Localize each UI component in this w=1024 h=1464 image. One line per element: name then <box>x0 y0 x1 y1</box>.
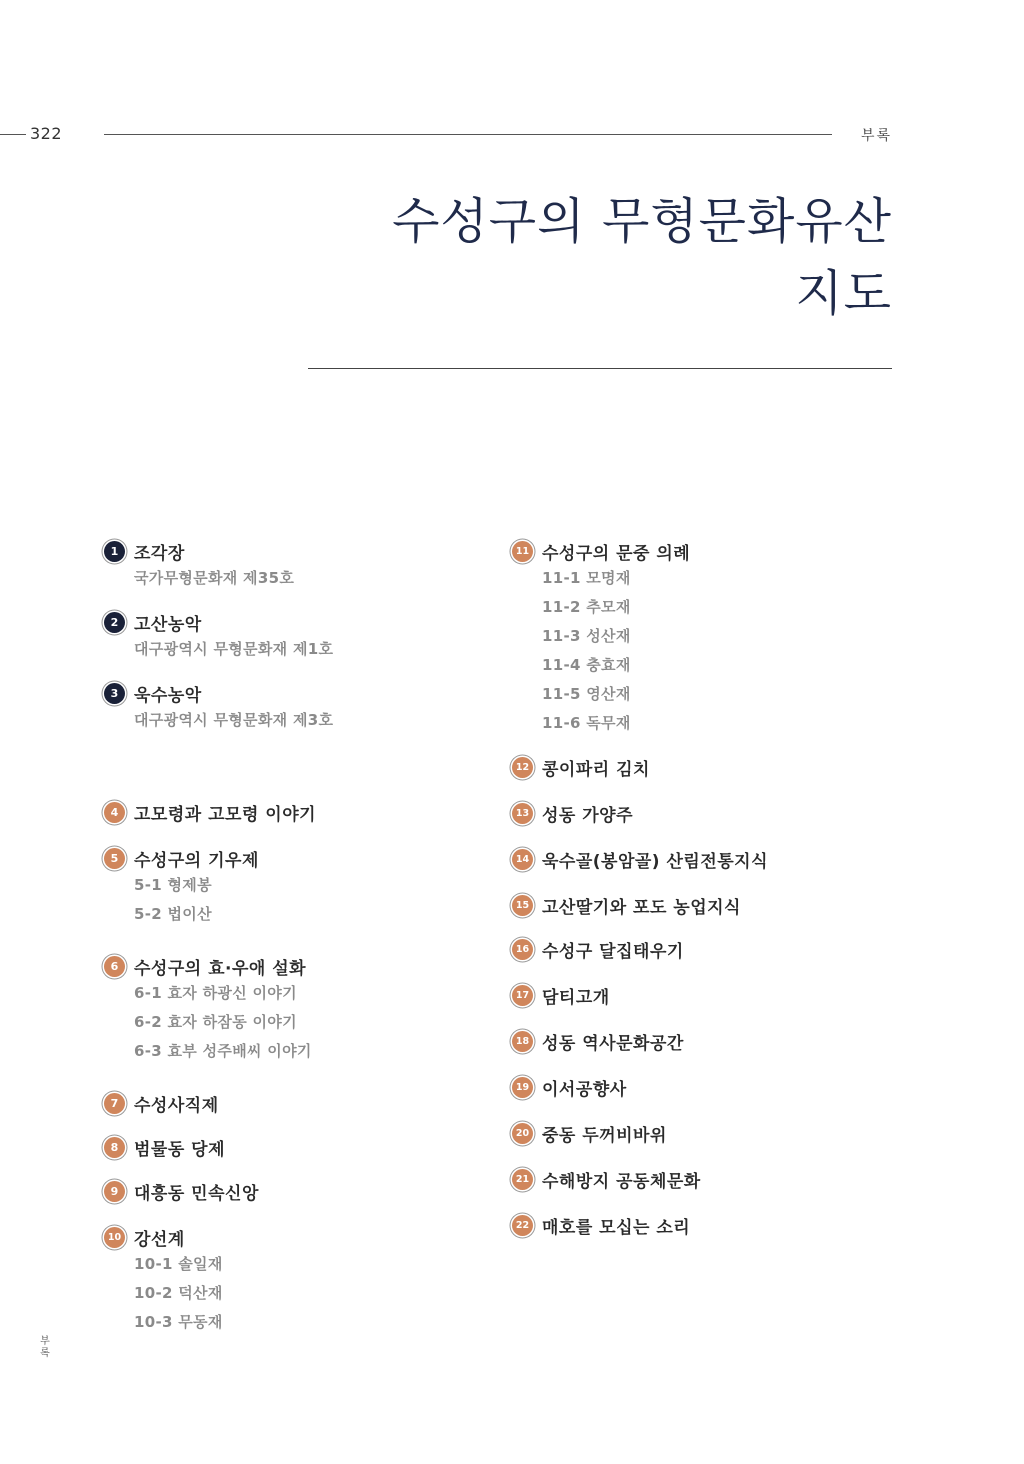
entry-heading <box>510 1028 910 1054</box>
entry-heading <box>510 892 910 918</box>
number-badge: 17 <box>512 985 533 1006</box>
sub-item: 5-2 법이산 <box>134 905 212 923</box>
entry-title: 수성사직제 <box>134 1095 219 1116</box>
entry-heading <box>510 1074 910 1100</box>
entry-title: 욱수골(봉암골) 산림전통지식 <box>542 851 769 872</box>
number-badge: 5 <box>104 848 125 869</box>
list-item <box>510 800 910 826</box>
sub-list <box>134 635 482 664</box>
entry-heading <box>510 982 910 1008</box>
number-badge: 14 <box>512 849 533 870</box>
list-item <box>102 1090 482 1116</box>
entry-title: 고산농악 <box>134 614 202 635</box>
entry-heading <box>102 680 482 706</box>
entry-heading <box>102 609 482 635</box>
side-tab-label: 부록 <box>40 1336 50 1359</box>
sub-list <box>542 564 910 738</box>
number-badge: 1 <box>104 541 125 562</box>
sub-list <box>134 979 482 1066</box>
sub-item: 10-3 무동재 <box>134 1313 223 1331</box>
entry-heading <box>510 538 910 564</box>
number-badge: 9 <box>104 1181 125 1202</box>
page-title-line-1: 수성구의 무형문화유산 <box>392 193 892 250</box>
sub-item: 10-2 덕산재 <box>134 1284 223 1302</box>
number-badge: 13 <box>512 803 533 824</box>
entry-title: 조각장 <box>134 543 185 564</box>
entry-title: 강선계 <box>134 1229 185 1250</box>
list-item <box>102 609 482 664</box>
number-badge: 10 <box>104 1227 125 1248</box>
number-badge: 15 <box>512 895 533 916</box>
header-rule-left <box>0 134 26 135</box>
number-badge: 7 <box>104 1093 125 1114</box>
list-item <box>510 754 910 780</box>
entry-title: 수성구의 문중 의례 <box>542 543 691 564</box>
sub-item: 대구광역시 무형문화재 제1호 <box>134 640 334 658</box>
entry-heading <box>102 1134 482 1160</box>
list-item <box>102 538 482 593</box>
number-badge: 3 <box>104 683 125 704</box>
entry-title: 수성구 달집태우기 <box>542 941 684 962</box>
sub-item: 10-1 솔일재 <box>134 1255 223 1273</box>
list-item <box>102 845 482 929</box>
entry-title: 고모령과 고모령 이야기 <box>134 804 317 825</box>
list-item <box>510 982 910 1008</box>
number-badge: 8 <box>104 1137 125 1158</box>
list-item <box>510 1212 910 1238</box>
list-item <box>102 680 482 735</box>
entry-title: 욱수농악 <box>134 685 202 706</box>
number-badge: 6 <box>104 956 125 977</box>
sub-list <box>134 871 482 929</box>
page-title <box>392 186 892 330</box>
list-item <box>510 1028 910 1054</box>
entry-title: 성동 가양주 <box>542 805 634 826</box>
sub-item: 11-5 영산재 <box>542 685 631 703</box>
number-badge: 2 <box>104 612 125 633</box>
list-item <box>510 538 910 738</box>
entry-title: 담티고개 <box>542 987 610 1008</box>
entry-heading <box>510 936 910 962</box>
entry-heading <box>102 953 482 979</box>
section-label: 부록 <box>860 128 892 144</box>
entry-title: 수성구의 기우제 <box>134 850 259 871</box>
entry-heading <box>102 1224 482 1250</box>
sub-item: 국가무형문화재 제35호 <box>134 569 295 587</box>
number-badge: 21 <box>512 1169 533 1190</box>
list-item <box>510 1120 910 1146</box>
sub-list <box>134 1250 482 1337</box>
entry-title: 고산딸기와 포도 농업지식 <box>542 897 741 918</box>
entry-heading <box>510 846 910 872</box>
list-item <box>102 1134 482 1160</box>
entry-title: 콩이파리 김치 <box>542 759 650 780</box>
left-column <box>102 538 482 1337</box>
number-badge: 20 <box>512 1123 533 1144</box>
entry-heading <box>102 799 482 825</box>
number-badge: 18 <box>512 1031 533 1052</box>
entry-title: 중동 두꺼비바위 <box>542 1125 667 1146</box>
header-rule <box>104 134 832 135</box>
list-item <box>102 953 482 1066</box>
entry-heading <box>102 845 482 871</box>
sub-item: 6-3 효부 성주배씨 이야기 <box>134 1042 312 1060</box>
entry-title: 수해방지 공동체문화 <box>542 1171 701 1192</box>
entry-heading <box>510 1212 910 1238</box>
sub-item: 대구광역시 무형문화재 제3호 <box>134 711 334 729</box>
list-item <box>510 1074 910 1100</box>
sub-item: 11-3 성산재 <box>542 627 631 645</box>
number-badge: 16 <box>512 939 533 960</box>
entry-heading <box>102 1178 482 1204</box>
sub-item: 6-1 효자 하광신 이야기 <box>134 984 297 1002</box>
list-item <box>510 892 910 918</box>
sub-item: 6-2 효자 하잠동 이야기 <box>134 1013 297 1031</box>
sub-list <box>134 706 482 735</box>
page-title-line-2: 지도 <box>795 265 892 322</box>
entry-title: 범물동 당제 <box>134 1139 226 1160</box>
number-badge: 12 <box>512 757 533 778</box>
list-item <box>102 799 482 825</box>
title-rule <box>308 368 892 369</box>
sub-item: 11-6 독무재 <box>542 714 631 732</box>
list-item <box>102 1178 482 1204</box>
entry-heading <box>510 800 910 826</box>
number-badge: 11 <box>512 541 533 562</box>
number-badge: 4 <box>104 802 125 823</box>
entry-title: 수성구의 효·우애 설화 <box>134 958 307 979</box>
number-badge: 19 <box>512 1077 533 1098</box>
entry-title: 매호를 모십는 소리 <box>542 1217 691 1238</box>
entry-title: 성동 역사문화공간 <box>542 1033 684 1054</box>
entry-title: 이서공향사 <box>542 1079 627 1100</box>
list-item <box>510 936 910 962</box>
list-item <box>510 1166 910 1192</box>
sub-item: 11-1 모명재 <box>542 569 631 587</box>
sub-list <box>134 564 482 593</box>
sub-item: 11-4 충효재 <box>542 656 631 674</box>
right-column <box>510 538 910 1238</box>
entry-heading <box>510 1166 910 1192</box>
sub-item: 11-2 추모재 <box>542 598 631 616</box>
entry-title: 대흥동 민속신앙 <box>134 1183 259 1204</box>
list-item <box>510 846 910 872</box>
entry-heading <box>510 1120 910 1146</box>
entry-heading <box>510 754 910 780</box>
page-number: 322 <box>30 124 63 143</box>
entry-heading <box>102 1090 482 1116</box>
number-badge: 22 <box>512 1215 533 1236</box>
list-item <box>102 1224 482 1337</box>
sub-item: 5-1 형제봉 <box>134 876 212 894</box>
entry-heading <box>102 538 482 564</box>
